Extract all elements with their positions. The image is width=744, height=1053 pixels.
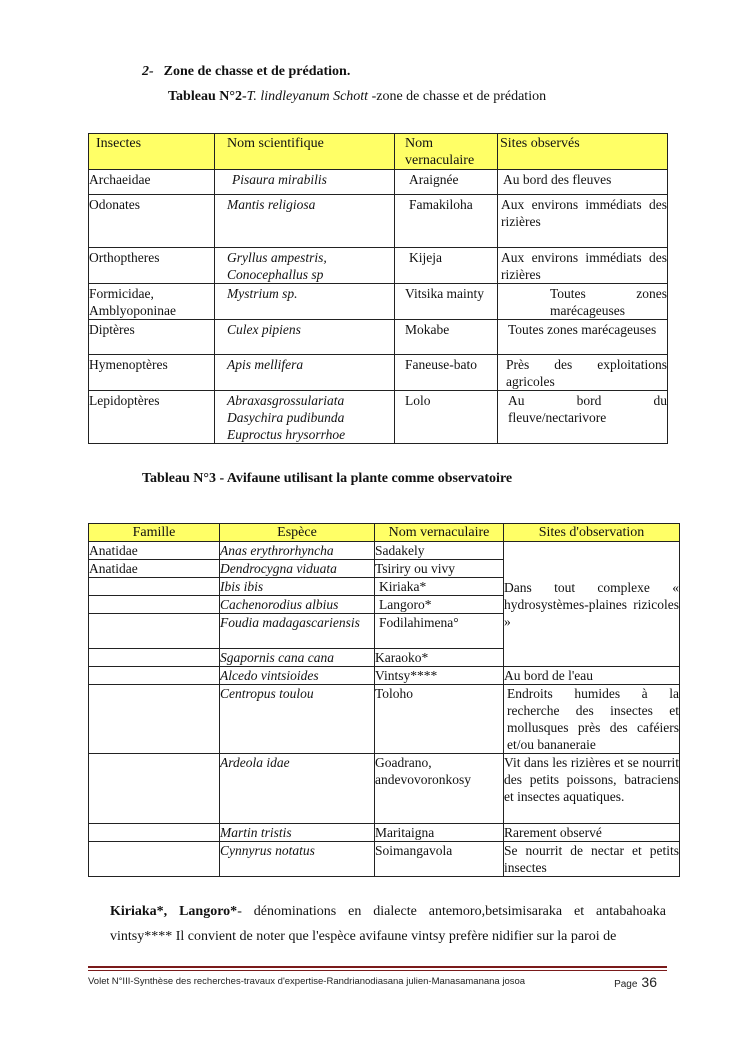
col-header-nom-scientifique: Nom scientifique [215, 134, 395, 170]
cell-sci: Abraxasgrossulariata Dasychira pudibunda Euproctus hrysorrhoe [215, 391, 395, 444]
cell-espece: Sgapornis cana cana [220, 649, 375, 667]
cell-site: Endroits humides à la recherche des insectes et mollusques près des caféiers et/ou bananeraie [504, 685, 680, 754]
section-title-text: Zone de chasse et de prédation. [163, 64, 351, 79]
table-row [89, 842, 680, 877]
cell-espece: Alcedo vintsioides [220, 667, 375, 685]
cell-nom: Soimangavola [375, 842, 504, 877]
cell-espece: Dendrocygna viduata [220, 560, 375, 578]
cell-famille [89, 754, 220, 824]
col-header-famille: Famille [89, 524, 220, 542]
cell-nom: Kiriaka* [375, 578, 504, 596]
cell-site: Toutes zones marécageuses [498, 284, 668, 320]
cell-famille [89, 667, 220, 685]
table-row [89, 284, 668, 320]
cell-site: Au bord du fleuve/nectarivore [498, 391, 668, 444]
cell-insecte: Archaeidae [89, 170, 215, 195]
cell-famille: Anatidae [89, 560, 220, 578]
table-row [89, 248, 668, 284]
cell-nom: Maritaigna [375, 824, 504, 842]
table2-caption-rest: -zone de chasse et de prédation [368, 89, 547, 104]
table2-caption [168, 89, 546, 105]
cell-nom: Lolo [395, 391, 498, 444]
note-text: - dénominations en dialecte antemoro,betsimisaraka et antabahoaka vintsy**** Il convient de noter que l'espèce avifaune vintsy prefère nidifier sur la paroi de [110, 904, 666, 944]
cell-espece: Foudia madagascariensis [220, 614, 375, 649]
cell-nom: Toloho [375, 685, 504, 754]
footer-divider-thin [88, 970, 667, 971]
cell-espece: Martin tristis [220, 824, 375, 842]
cell-site: Aux environs immédiats des rizières [498, 248, 668, 284]
cell-sci: Mystrium sp. [215, 284, 395, 320]
cell-sci: Apis mellifera [215, 355, 395, 391]
cell-nom: Tsiriry ou vivy [375, 560, 504, 578]
cell-espece: Cynnyrus notatus [220, 842, 375, 877]
col-header-espece: Espèce [220, 524, 375, 542]
cell-nom: Vintsy**** [375, 667, 504, 685]
cell-nom: Fodilahimena° [375, 614, 504, 649]
cell-sci: Pisaura mirabilis [215, 170, 395, 195]
table2-caption-bold: Tableau N°2- [168, 89, 247, 104]
cell-site: Aux environs immédiats des rizières [498, 195, 668, 248]
cell-insecte: Orthoptheres [89, 248, 215, 284]
note-paragraph [110, 899, 666, 949]
table-row [89, 542, 680, 560]
cell-site: Se nourrit de nectar et petits insectes [504, 843, 679, 875]
cell-nom: Kijeja [395, 248, 498, 284]
table-row [89, 824, 680, 842]
page-number: 36 [641, 974, 657, 990]
cell-nom: Famakiloha [395, 195, 498, 248]
table-row [89, 391, 668, 444]
merged-site-text: Dans tout complexe « hydrosystèmes-plaines rizicoles » [504, 579, 679, 629]
section-title [142, 64, 350, 80]
cell-famille [89, 685, 220, 754]
cell-famille [89, 614, 220, 649]
cell-insecte: Formicidae, Amblyoponinae [89, 284, 215, 320]
page-footer [88, 974, 667, 990]
col-header-insectes: Insectes [89, 134, 215, 170]
cell-nom: Vitsika mainty [395, 284, 498, 320]
table2-caption-italic: T. lindleyanum Schott [246, 89, 369, 104]
cell-sci: Culex pipiens [215, 320, 395, 355]
cell-insecte: Lepidoptères [89, 391, 215, 444]
cell-site: Rarement observé [504, 824, 680, 842]
table3-caption: Tableau N°3 - Avifaune utilisant la plante comme observatoire [142, 471, 513, 486]
page-label: Page [614, 979, 638, 990]
cell-site: Près des exploitations agricoles [498, 355, 668, 391]
cell-nom: Sadakely [375, 542, 504, 560]
table-row [89, 667, 680, 685]
section-number: 2- [142, 64, 154, 79]
cell-famille [89, 824, 220, 842]
cell-site: Au bord de l'eau [504, 667, 680, 685]
cell-site: Au bord des fleuves [498, 170, 668, 195]
cell-famille [89, 649, 220, 667]
cell-site: Vit dans les rizières et se nourrit des petits poissons, batraciens et insectes aquatiques. [504, 754, 680, 824]
cell-sci: Mantis religiosa [215, 195, 395, 248]
table-header-row [89, 134, 668, 170]
table-insects [88, 133, 668, 444]
footer-divider [88, 966, 667, 968]
note-bold: Kiriaka*, Langoro* [110, 904, 238, 919]
table-header-row [89, 524, 680, 542]
cell-espece: Cachenorodius albius [220, 596, 375, 614]
cell-nom: Langoro* [375, 596, 504, 614]
col-header-nom-vernaculaire: Nom vernaculaire [375, 524, 504, 542]
cell-nom: Mokabe [395, 320, 498, 355]
cell-famille [89, 596, 220, 614]
table-row [89, 754, 680, 824]
table-row [89, 170, 668, 195]
cell-nom: Goadrano, andevovoronkosy [375, 754, 504, 824]
cell-nom: Karaoko* [375, 649, 504, 667]
page-indicator [614, 974, 657, 990]
table-row [89, 320, 668, 355]
cell-nom: Faneuse-bato [395, 355, 498, 391]
cell-famille [89, 842, 220, 877]
cell-espece: Ardeola idae [220, 754, 375, 824]
col-header-nom-vernaculaire: Nom vernaculaire [395, 134, 498, 170]
cell-insecte: Hymenoptères [89, 355, 215, 391]
cell-insecte: Diptères [89, 320, 215, 355]
cell-insecte: Odonates [89, 195, 215, 248]
cell-famille [89, 578, 220, 596]
table-row [89, 355, 668, 391]
table-avifauna [88, 523, 680, 877]
cell-nom: Araignée [395, 170, 498, 195]
cell-sci: Gryllus ampestris, Conocephallus sp [215, 248, 395, 284]
cell-site: Toutes zones marécageuses [498, 320, 668, 355]
col-header-sites: Sites d'observation [504, 524, 680, 542]
table-row [89, 195, 668, 248]
cell-famille: Anatidae [89, 542, 220, 560]
table-row [89, 685, 680, 754]
cell-espece: Centropus toulou [220, 685, 375, 754]
cell-espece: Anas erythrorhyncha [220, 542, 375, 560]
footer-text: Volet N°III-Synthèse des recherches-travaux d'expertise-Randrianodiasana julien-Manasamanana josoa [88, 976, 526, 987]
cell-espece: Ibis ibis [220, 578, 375, 596]
col-header-sites: Sites observés [498, 134, 668, 170]
cell-site-merged [504, 542, 680, 667]
